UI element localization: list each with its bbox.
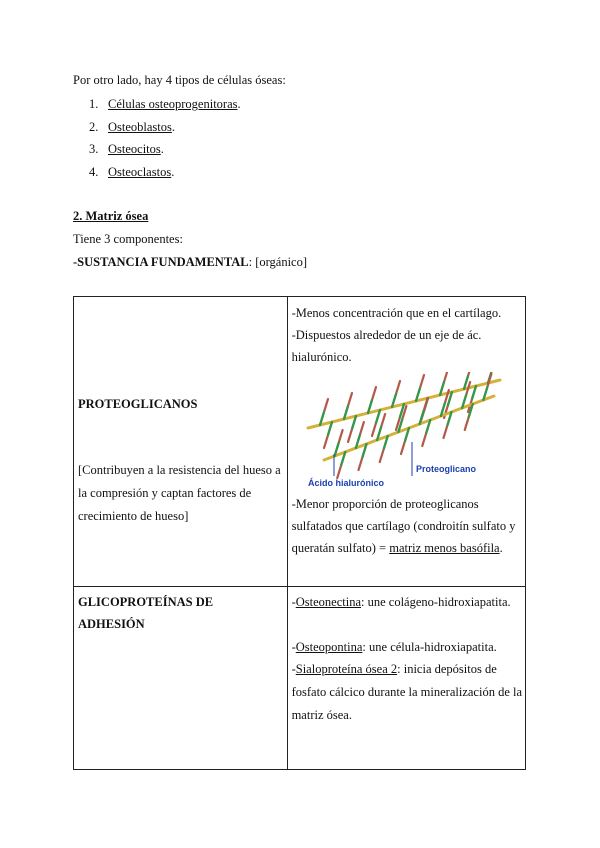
table-cell bbox=[74, 297, 288, 587]
glycoproteins-title: GLICOPROTEÍNAS DE ADHESIÓN bbox=[78, 595, 214, 631]
proteoglycan-label: Proteoglicano bbox=[415, 464, 476, 474]
cell-type-link: Osteoclastos bbox=[108, 164, 172, 179]
cell-type-link: Osteocitos bbox=[108, 142, 161, 156]
substance-heading: -SUSTANCIA FUNDAMENTAL: [orgánico] bbox=[73, 255, 308, 269]
section-title: 2. Matriz ósea bbox=[73, 209, 149, 223]
row1-line: -Menos concentración que en el cartílago. bbox=[291, 306, 502, 320]
list-item: 3. Osteocitos. bbox=[89, 142, 164, 156]
intro-text: Por otro lado, hay 4 tipos de células óseas: bbox=[73, 73, 286, 87]
cell-type-link: Células osteoprogenitoras bbox=[108, 97, 238, 111]
glycoprotein-item: -Osteopontina: une célula-hidroxiapatita. bbox=[291, 640, 497, 654]
table-cell bbox=[287, 297, 525, 587]
proteoglicanos-title: PROTEOGLICANOS bbox=[78, 397, 198, 411]
table-row bbox=[74, 587, 526, 770]
list-item: 4. Osteoclastos. bbox=[89, 164, 175, 179]
components-line: Tiene 3 componentes: bbox=[73, 232, 183, 246]
glycoprotein-item: -Sialoproteína ósea 2: inicia depósitos de fosfato cálcico durante la mineralización de la matriz ósea. bbox=[291, 662, 523, 722]
hyaluronic-label: Ácido hialurónico bbox=[307, 478, 384, 488]
glycoprotein-item: -Osteonectina: une colágeno-hidroxiapatita. bbox=[291, 595, 511, 609]
table-row bbox=[74, 297, 526, 587]
list-item: 1. Células osteoprogenitoras. bbox=[89, 97, 241, 111]
cell-types-list bbox=[89, 95, 241, 185]
table-cell bbox=[287, 587, 525, 770]
row1-bottom-text: -Menor proporción de proteoglicanos sulfatados que cartílago (condroitín sulfato y queratán sulfato) = matriz menos basófila. bbox=[291, 497, 516, 555]
proteoglicanos-note: [Contribuyen a la resistencia del hueso a la compresión y captan factores de crecimiento de hueso] bbox=[78, 463, 281, 523]
table-cell bbox=[74, 587, 288, 770]
matrix-table bbox=[73, 296, 526, 770]
list-item: 2. Osteoblastos. bbox=[89, 119, 176, 134]
row1-line: -Dispuestos alrededor de un eje de ác. hialurónico. bbox=[291, 328, 482, 364]
proteoglycan-diagram bbox=[304, 372, 504, 490]
cell-type-link: Osteoblastos bbox=[108, 119, 172, 134]
